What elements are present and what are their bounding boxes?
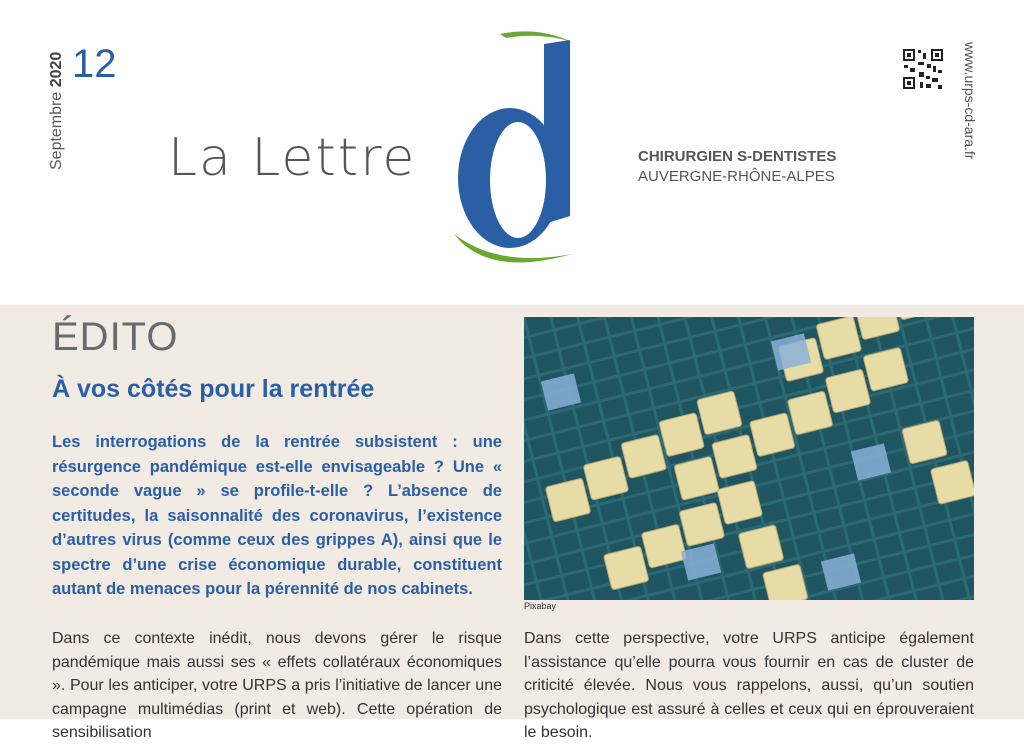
issue-date bbox=[48, 52, 70, 170]
qr-code-icon[interactable] bbox=[902, 48, 944, 90]
publication-title: La Lettre bbox=[168, 128, 417, 188]
section-label: ÉDITO bbox=[52, 315, 179, 359]
masthead bbox=[0, 0, 1024, 305]
issue-number: 12 bbox=[72, 42, 117, 86]
org-region: AUVERGNE-RHÔNE-ALPES bbox=[638, 168, 835, 185]
article-title: À vos côtés pour la rentrée bbox=[52, 375, 375, 403]
body-column-left: Dans ce contexte inédit, nous devons gérer le risque pandémique mais aussi ses « effets collatéraux économiques ». Pour les anticiper, votre URPS a pris l’initiative de lancer une campagne multimédias (print et web). Cette opération de sensibilisation bbox=[52, 630, 502, 741]
body-column-right: Dans cette perspective, votre URPS anticipe également l’assistance qu’elle pourra vous fournir en cas de cluster de criticité élevée. Nous vous rappelons, aussi, qu’un soutien psychologique est assuré à celles et ceux qui en éprouveraient le besoin. bbox=[524, 630, 974, 741]
date-year: 2020 bbox=[48, 51, 65, 88]
date-month: Septembre bbox=[48, 91, 65, 170]
edito-section bbox=[0, 305, 1024, 741]
website-url[interactable]: www.urps-cd-ara.fr bbox=[962, 42, 978, 160]
logo-d-icon bbox=[448, 28, 588, 273]
scrabble-photo bbox=[524, 317, 974, 600]
logo-letter: d bbox=[448, 28, 449, 29]
article-lead: Les interrogations de la rentrée subsistent : une résurgence pandémique est-elle envisageable ? Une « seconde vague » se profile-t-elle ? L’absence de certitudes, la saisonnalité des coronavirus, l’existence d’autres virus (comme ceux des grippes A), ainsi que le spectre d’une crise économique durable, constituent autant de menaces pour la pérennité de nos cabinets. bbox=[52, 433, 502, 598]
photo-credit: Pixabay bbox=[524, 601, 557, 611]
org-name: CHIRURGIEN S-DENTISTES bbox=[638, 148, 837, 165]
